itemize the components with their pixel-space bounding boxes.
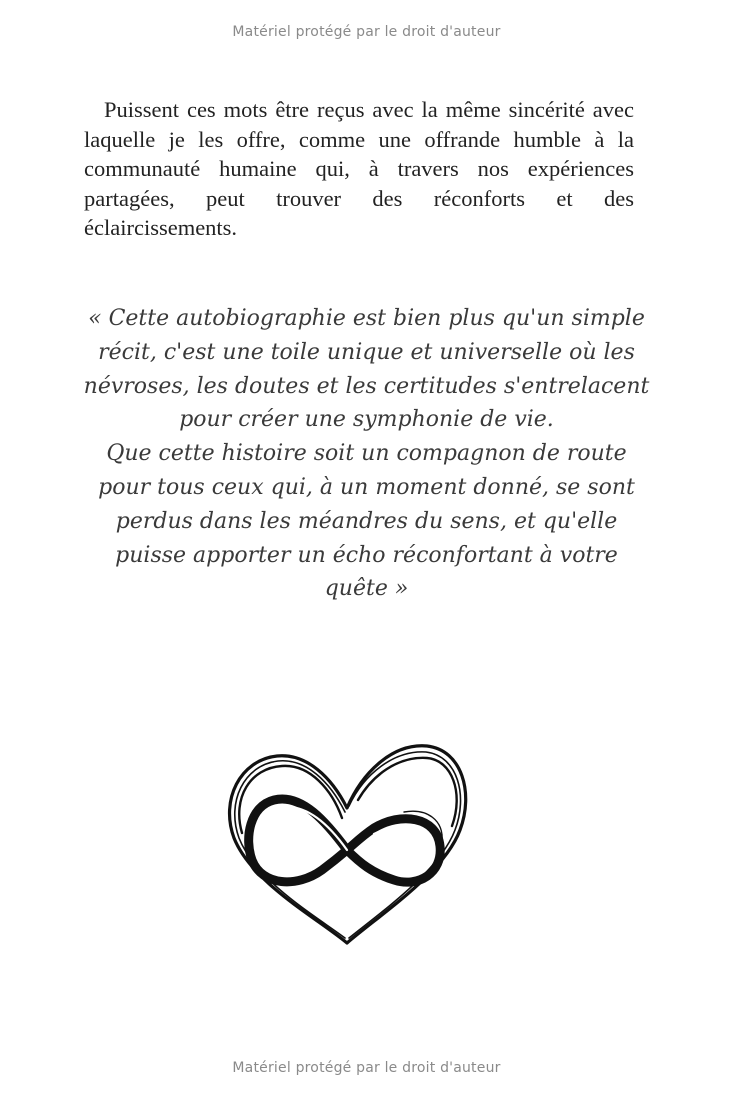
quote-line: puisse apporter un écho réconfortant à votre — [115, 542, 618, 568]
quote-line: perdus dans les méandres du sens, et qu'elle — [115, 508, 618, 534]
quote-line: quête » — [324, 576, 409, 602]
copyright-watermark-top: Matériel protégé par le droit d'auteur — [232, 24, 501, 40]
quote-line: récit, c'est une toile unique et universelle où les — [98, 339, 635, 365]
heart-infinity-icon — [222, 738, 472, 948]
quote-line: Que cette histoire soit un compagnon de route — [106, 441, 627, 467]
copyright-watermark-bottom: Matériel protégé par le droit d'auteur — [232, 1060, 501, 1076]
quote-line: névroses, les doutes et les certitudes s'entrelacent — [83, 373, 650, 399]
quote-line: pour créer une symphonie de vie. — [179, 407, 554, 433]
body-paragraph: Puissent ces mots être reçus avec la même sincérité avec laquelle je les offre, comme une offrande humble à la communauté humaine qui, à travers nos expériences partagées, peut trouver des réconforts et des éclaircissements. — [84, 97, 634, 240]
quote-line: pour tous ceux qui, à un moment donné, se sont — [98, 474, 635, 500]
quote-block — [70, 302, 663, 606]
quote-line: « Cette autobiographie est bien plus qu'un simple — [88, 306, 645, 331]
